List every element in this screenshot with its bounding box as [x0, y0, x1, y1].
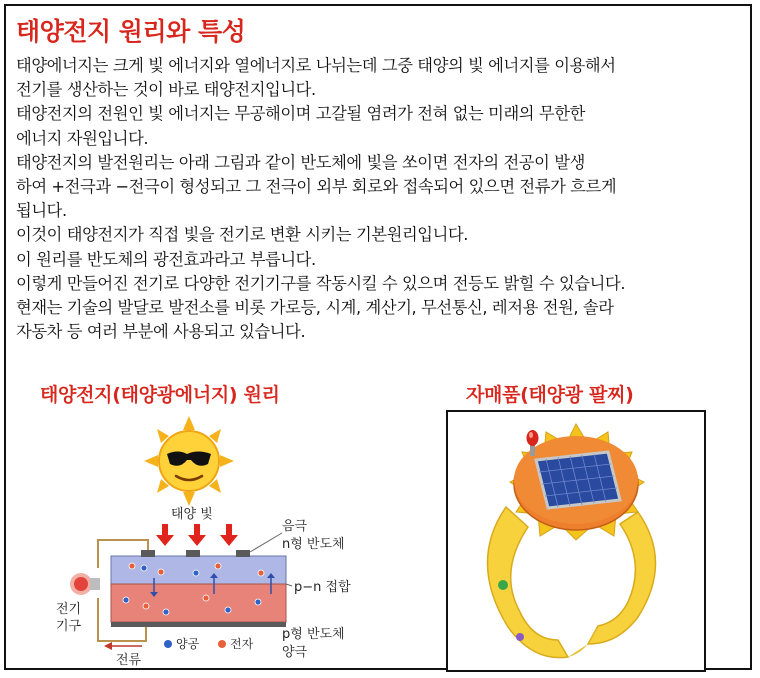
text-line: 전기를 생산하는 것이 바로 태양전지입니다.: [16, 80, 316, 100]
text-line: 하여 +전극과 −전극이 형성되고 그 전극이 외부 회로와 접속되어 있으면 전류가 흐르게: [16, 177, 617, 197]
diagram-caption: 태양전지(태양광에너지) 원리: [40, 384, 280, 406]
text-line: 이렇게 만들어진 전기로 다양한 전기기구를 작동시킬 수 있으며 전등도 밝힐 수 있습니다.: [16, 273, 626, 293]
product-caption: 자매품(태양광 팔찌): [466, 384, 634, 406]
sun-icon: [144, 416, 234, 506]
solar-bracelet-image: [448, 412, 704, 670]
bottom-electrode: [111, 622, 286, 627]
text-line: 태양에너지는 크게 빛 에너지와 열에너지로 나뉘는데 그중 태양의 빛 에너지를 이용해서: [16, 56, 616, 75]
electron-legend-label: 전자: [230, 637, 254, 651]
document-frame: [4, 4, 752, 670]
text-line: 태양전지의 전원인 빛 에너지는 무공해이며 고갈될 염려가 전혀 없는 미래의 무한한: [16, 104, 585, 124]
text-line: 태양전지의 발전원리는 아래 그림과 같이 반도체에 빛을 쏘이면 전자의 전공이 발생: [16, 152, 585, 172]
negative-electrode-label: 음극: [282, 519, 308, 534]
text-line: 됩니다.: [16, 201, 67, 221]
current-arrow-icon: [104, 642, 142, 650]
text-line: 에너지 자원입니다.: [16, 128, 149, 148]
lamp-icon: [70, 573, 100, 595]
positive-electrode-label: 양극: [282, 645, 308, 660]
page-title: 태양전지 원리와 특성: [16, 17, 246, 46]
current-label: 전류: [116, 653, 142, 668]
device-label-line1: 전기: [56, 602, 82, 617]
p-type-label: p형 반도체: [282, 627, 345, 642]
sunlight-label: 태양 빛: [171, 507, 213, 522]
pn-junction-label: p−n 접합: [294, 580, 351, 595]
light-arrow-icon: [156, 524, 238, 546]
product-photo: [446, 410, 706, 672]
text-line: 이 원리를 반도체의 광전효과라고 부릅니다.: [16, 249, 316, 269]
text-line: 현재는 기술의 발달로 발전소를 비롯 가로등, 시계, 계산기, 무선통신, 레저용 전원, 솔라: [16, 298, 614, 318]
body-paragraph: [16, 54, 751, 344]
solar-cell-diagram: [46, 416, 396, 671]
device-label-line2: 기구: [56, 619, 82, 634]
hole-legend-label: 양공: [176, 637, 200, 651]
text-line: 자동차 등 여러 부분에 사용되고 있습니다.: [16, 322, 306, 342]
n-type-label: n형 반도체: [282, 537, 345, 552]
text-line: 이것이 태양전지가 직접 빛을 전기로 변환 시키는 기본원리입니다.: [16, 225, 469, 245]
